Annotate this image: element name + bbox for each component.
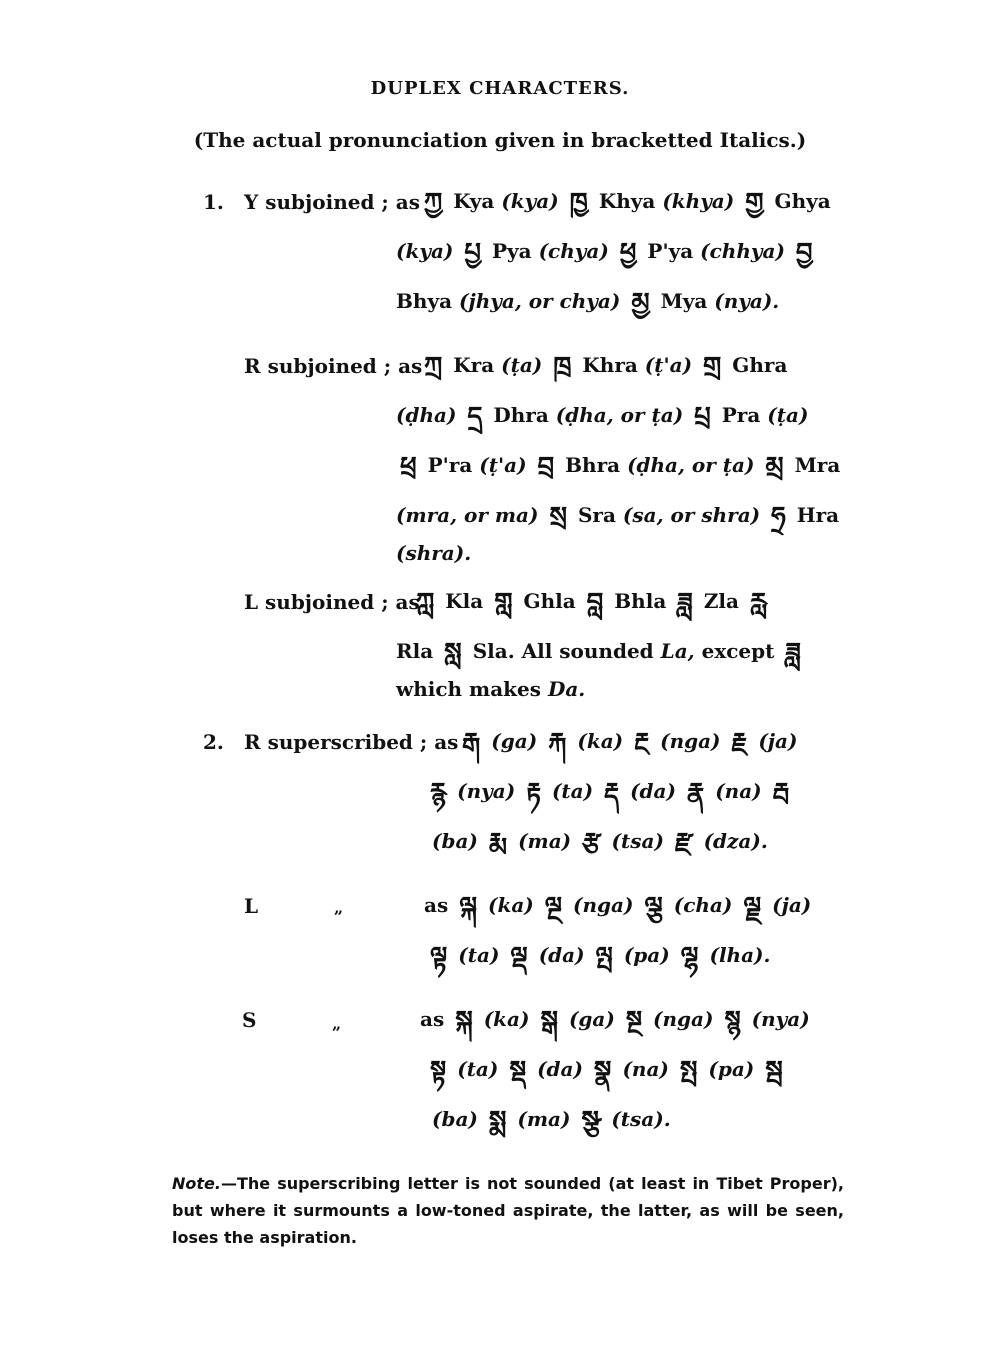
tibetan-glyph: སྣ	[593, 1055, 612, 1086]
pronunciation: (ba)	[432, 829, 478, 853]
pronunciation: (ta)	[457, 1057, 499, 1081]
pronunciation: (ṭ'a)	[644, 353, 693, 377]
pronunciation: (na)	[715, 779, 762, 803]
ditto-mark: „	[334, 898, 344, 917]
tibetan-glyph: སྦ	[765, 1055, 783, 1086]
tibetan-glyph: རྦ	[772, 777, 790, 808]
tibetan-glyph: ཀླ	[416, 587, 435, 618]
footnote	[172, 1170, 844, 1251]
tibetan-glyph: ཕྱ	[619, 237, 637, 268]
tibetan-glyph: དྲ	[467, 401, 483, 432]
tibetan-glyph: སྡ	[509, 1055, 527, 1086]
tibetan-glyph: པྲ	[694, 401, 711, 432]
text: as	[420, 1007, 445, 1031]
tibetan-glyph: རྟ	[526, 777, 541, 808]
tibetan-glyph: ལྤ	[595, 941, 613, 972]
pronunciation: (da)	[538, 943, 585, 967]
rs-line-1	[458, 728, 797, 756]
tibetan-glyph: སྒ	[540, 1005, 558, 1036]
l-superscribed-label: L	[244, 894, 259, 918]
tibetan-glyph: རྣ	[686, 777, 705, 808]
tibetan-glyph: རྩ	[582, 827, 601, 858]
tibetan-glyph: ལྡ	[510, 941, 528, 972]
romanization: Ghla	[523, 589, 576, 613]
section-2-number: 2.	[203, 730, 224, 754]
r-line-1	[420, 352, 787, 380]
pronunciation: (ba)	[432, 1107, 478, 1131]
pronunciation: (ta)	[458, 943, 500, 967]
pronunciation: (ka)	[483, 1007, 530, 1031]
tibetan-glyph: ལྔ	[544, 891, 563, 922]
tibetan-glyph: སྩ	[581, 1105, 601, 1136]
pronunciation: (ma)	[517, 1107, 571, 1131]
tibetan-glyph: རྔ	[634, 727, 650, 758]
pronunciation: (nya)	[457, 779, 516, 803]
text: except	[701, 639, 775, 663]
tibetan-glyph: རྒ	[462, 727, 481, 758]
text: Sla. All sounded	[472, 639, 654, 663]
tibetan-glyph: སྤ	[679, 1055, 698, 1086]
romanization: Zla	[703, 589, 739, 613]
romanization: Pya	[491, 239, 532, 263]
pronunciation: (ḍha, or ṭa)	[555, 403, 684, 427]
tibetan-glyph: ཁྲ	[553, 351, 572, 382]
tibetan-glyph: སྙ	[724, 1005, 741, 1036]
tibetan-glyph: ཟླ	[785, 637, 801, 668]
pronunciation: (nga)	[653, 1007, 714, 1031]
pronunciation: (ḍha)	[396, 403, 457, 427]
pronunciation: (ga)	[568, 1007, 615, 1031]
romanization: Bhla	[614, 589, 667, 613]
section-1-number: 1.	[203, 190, 224, 214]
tibetan-glyph: བླ	[586, 587, 604, 618]
romanization: Kra	[453, 353, 495, 377]
page-title: DUPLEX CHARACTERS.	[370, 78, 630, 99]
tibetan-glyph: སླ	[444, 637, 462, 668]
note-label: Note.	[172, 1174, 221, 1193]
pronunciation: (mra, or ma)	[396, 503, 539, 527]
pronunciation: (shra).	[396, 541, 472, 565]
pronunciation: (da)	[537, 1057, 583, 1081]
tibetan-glyph: ལྕ	[644, 891, 663, 922]
r-line-3	[396, 452, 840, 480]
ditto-mark: „	[332, 1014, 342, 1033]
romanization: Ghra	[732, 353, 788, 377]
ls-line-2	[426, 942, 770, 970]
pronunciation: Da.	[547, 677, 586, 701]
romanization: Hra	[796, 503, 840, 527]
tibetan-glyph: སྔ	[625, 1005, 643, 1036]
romanization: Sra	[577, 503, 616, 527]
pronunciation: (nga)	[660, 729, 721, 753]
tibetan-glyph: སྲ	[549, 501, 568, 532]
romanization: Khya	[598, 189, 656, 213]
pronunciation: (ja)	[772, 893, 812, 917]
pronunciation: (na)	[622, 1057, 669, 1081]
pronunciation: (kya)	[501, 189, 559, 213]
romanization: Bhya	[396, 289, 453, 313]
tibetan-glyph: ལྟ	[430, 941, 448, 972]
tibetan-glyph: བྲ	[537, 451, 555, 482]
pronunciation: (ṭa)	[501, 353, 543, 377]
tibetan-glyph: ལྗ	[743, 891, 762, 922]
r-subjoined-label: R subjoined ; as	[244, 354, 423, 378]
l-line-3	[396, 676, 585, 702]
l-subjoined-label: L subjoined ; as	[244, 590, 420, 614]
rs-line-3	[432, 828, 768, 856]
tibetan-glyph: ཟླ	[677, 587, 693, 618]
ss-line-3	[432, 1106, 671, 1134]
tibetan-glyph: གྱ	[745, 187, 764, 218]
l-line-1	[412, 588, 770, 616]
pronunciation: (tsa)	[611, 829, 664, 853]
tibetan-glyph: རྫ	[674, 827, 693, 858]
pronunciation: (ṭ'a)	[479, 453, 527, 477]
tibetan-glyph: ཕྲ	[400, 451, 417, 482]
rs-line-2	[426, 778, 793, 806]
r-line-2	[396, 402, 808, 430]
romanization: Pra	[721, 403, 761, 427]
tibetan-glyph: རྗ	[731, 727, 748, 758]
s-superscribed-label: S	[242, 1008, 257, 1032]
r-superscribed-label: R superscribed ; as	[244, 730, 459, 754]
tibetan-glyph: སྨ	[488, 1105, 507, 1136]
tibetan-glyph: སྟ	[430, 1055, 447, 1086]
romanization: Mya	[660, 289, 708, 313]
r-line-5	[396, 540, 471, 566]
romanization: Ghya	[774, 189, 831, 213]
pronunciation: (ja)	[758, 729, 798, 753]
pronunciation: (ta)	[551, 779, 594, 803]
pronunciation: (nya)	[751, 1007, 810, 1031]
y-line-1	[420, 188, 831, 216]
romanization: Bhra	[565, 453, 621, 477]
tibetan-glyph: བྱ	[795, 237, 813, 268]
pronunciation: (ka)	[577, 729, 624, 753]
y-line-3	[396, 288, 779, 316]
y-line-2	[396, 238, 817, 266]
romanization: Khra	[582, 353, 638, 377]
tibetan-glyph: རླ	[749, 587, 767, 618]
romanization: Rla	[396, 639, 434, 663]
romanization: Mra	[794, 453, 841, 477]
pronunciation: (ka)	[488, 893, 534, 917]
pronunciation: (nya).	[714, 289, 780, 313]
pronunciation: (chya)	[538, 239, 609, 263]
romanization: P'ra	[427, 453, 473, 477]
pronunciation: (lha).	[709, 943, 771, 967]
romanization: Kya	[453, 189, 495, 213]
tibetan-glyph: གླ	[494, 587, 513, 618]
tibetan-glyph: མྱ	[631, 287, 650, 318]
pronunciation: (nga)	[573, 893, 634, 917]
tibetan-glyph: ཧྲ	[771, 501, 786, 532]
pronunciation: (pa)	[623, 943, 670, 967]
page-subtitle: (The actual pronunciation given in bracketted Italics.)	[193, 128, 807, 152]
romanization: Dhra	[493, 403, 549, 427]
pronunciation: (ḍha, or ṭa)	[627, 453, 755, 477]
tibetan-glyph: རྡ	[604, 777, 620, 808]
r-line-4	[396, 502, 839, 530]
pronunciation: (chhya)	[700, 239, 785, 263]
tibetan-glyph: སྐ	[455, 1005, 473, 1036]
pronunciation: (ṭa)	[767, 403, 809, 427]
pronunciation: (ma)	[518, 829, 572, 853]
pronunciation: (dza).	[703, 829, 768, 853]
romanization: P'ya	[647, 239, 694, 263]
text: as	[424, 893, 449, 917]
tibetan-glyph: པྱ	[464, 237, 482, 268]
ls-line-1	[424, 892, 811, 920]
tibetan-glyph: རྙ	[430, 777, 447, 808]
tibetan-glyph: མྲ	[765, 451, 784, 482]
l-line-2	[396, 638, 805, 666]
pronunciation: (ga)	[491, 729, 538, 753]
pronunciation: (tsa).	[611, 1107, 671, 1131]
tibetan-glyph: ལྷ	[680, 941, 699, 972]
pronunciation: (kya)	[396, 239, 454, 263]
tibetan-glyph: རྨ	[488, 827, 508, 858]
pronunciation: (da)	[630, 779, 676, 803]
note-text: —The superscribing letter is not sounded (at least in Tibet Proper), but where it surmounts a low-toned aspirate, the latter, as will be seen, loses the aspiration.	[172, 1174, 844, 1247]
pronunciation: (sa, or shra)	[622, 503, 761, 527]
romanization: Kla	[445, 589, 484, 613]
pronunciation: (khya)	[662, 189, 735, 213]
tibetan-glyph: རྐ	[548, 727, 567, 758]
text: which makes	[396, 677, 541, 701]
tibetan-glyph: ཀྲ	[424, 351, 443, 382]
y-subjoined-label: Y subjoined ; as	[244, 190, 420, 214]
pronunciation: (pa)	[708, 1057, 755, 1081]
tibetan-glyph: ཀྱ	[424, 187, 443, 218]
tibetan-glyph: གྲ	[703, 351, 722, 382]
pronunciation: (cha)	[673, 893, 733, 917]
ss-line-2	[426, 1056, 787, 1084]
ss-line-1	[420, 1006, 810, 1034]
tibetan-glyph: ཁྱ	[569, 187, 588, 218]
pronunciation: (jhya, or chya)	[459, 289, 621, 313]
tibetan-glyph: ལྐ	[459, 891, 478, 922]
pronunciation: La,	[660, 639, 695, 663]
